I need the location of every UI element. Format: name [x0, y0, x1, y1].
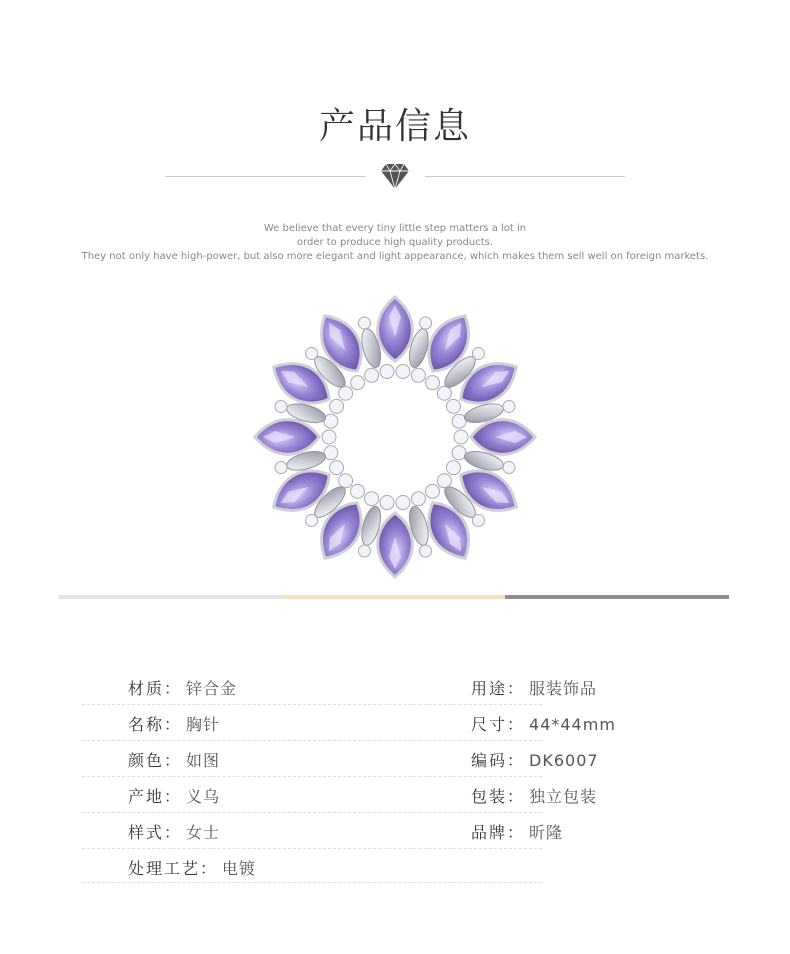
spec-usage-label: 用途： [471, 679, 526, 698]
spec-color-label: 颜色： [128, 751, 183, 770]
clear-stone [425, 376, 439, 390]
spec-code [471, 743, 599, 779]
divider-left [165, 176, 365, 177]
spec-divider [82, 882, 542, 883]
spec-size-value: 44*44mm [529, 715, 616, 734]
spec-usage [471, 671, 597, 707]
clear-stone [503, 400, 515, 412]
clear-stone [420, 545, 432, 557]
spec-divider [82, 848, 542, 849]
spec-origin [128, 779, 220, 815]
clear-stone [322, 430, 336, 444]
clear-stone [437, 386, 451, 400]
spec-code-label: 编码： [471, 751, 526, 770]
clear-stone [380, 364, 394, 378]
spec-material-value: 锌合金 [186, 679, 238, 698]
spec-process-label: 处理工艺： [128, 859, 219, 878]
clear-stone [452, 446, 466, 460]
clear-stone [330, 461, 344, 475]
spec-divider [82, 776, 542, 777]
spec-color [128, 743, 220, 779]
spec-package-value: 独立包装 [529, 787, 598, 806]
tagline-line-1: We believe that every tiny little step matters a lot in [263, 223, 527, 234]
spec-name [128, 707, 220, 743]
clear-stone [351, 376, 365, 390]
clear-stone [380, 496, 394, 510]
spec-size-label: 尺寸： [471, 715, 526, 734]
clear-stone [358, 545, 370, 557]
color-bar-right [505, 595, 729, 599]
spec-color-value: 如图 [186, 751, 221, 770]
clear-stone [330, 399, 344, 413]
spec-package-label: 包装： [471, 787, 526, 806]
spec-material [128, 671, 237, 707]
spec-brand [471, 815, 563, 851]
page-title: 产品信息 [318, 106, 471, 147]
spec-divider [82, 704, 542, 705]
clear-stone [472, 514, 484, 526]
spec-size [471, 707, 616, 743]
spec-style [128, 815, 220, 851]
clear-stone [324, 446, 338, 460]
spec-name-label: 名称： [128, 715, 183, 734]
clear-stone [420, 317, 432, 329]
clear-stone [358, 317, 370, 329]
spec-name-value: 胸针 [186, 715, 221, 734]
clear-stone [275, 462, 287, 474]
clear-stone [365, 492, 379, 506]
spec-material-label: 材质： [128, 679, 183, 698]
spec-usage-value: 服装饰品 [529, 679, 598, 698]
spec-package [471, 779, 597, 815]
diamond-icon [380, 162, 410, 190]
spec-style-label: 样式： [128, 823, 183, 842]
spec-divider [82, 740, 542, 741]
divider-right [425, 176, 625, 177]
spec-process-value: 电镀 [222, 859, 257, 878]
clear-stone [472, 348, 484, 360]
clear-stone [452, 414, 466, 428]
clear-stone [425, 484, 439, 498]
spec-origin-label: 产地： [128, 787, 183, 806]
spec-brand-value: 昕隆 [529, 823, 564, 842]
color-bar-left [59, 595, 282, 599]
clear-stone [351, 484, 365, 498]
spec-code-value: DK6007 [529, 751, 599, 770]
color-bar-middle [282, 595, 505, 599]
brooch-image [250, 292, 540, 582]
clear-stone [411, 492, 425, 506]
clear-stone [339, 474, 353, 488]
clear-stone [411, 368, 425, 382]
clear-stone [446, 399, 460, 413]
tagline-line-3: They not only have high-power, but also more elegant and light appearance, which makes them sell well on foreign markets. [81, 251, 709, 262]
clear-stone [306, 348, 318, 360]
spec-style-value: 女士 [186, 823, 221, 842]
clear-stone [396, 364, 410, 378]
tagline-line-2: order to produce high quality products. [296, 237, 494, 248]
spec-origin-value: 义乌 [186, 787, 221, 806]
clear-stone [275, 400, 287, 412]
clear-stone [324, 414, 338, 428]
clear-stone [396, 496, 410, 510]
spec-brand-label: 品牌： [471, 823, 526, 842]
clear-stone [437, 474, 451, 488]
clear-stone [365, 368, 379, 382]
clear-stone [306, 514, 318, 526]
clear-stone [454, 430, 468, 444]
clear-stone [503, 462, 515, 474]
spec-divider [82, 812, 542, 813]
clear-stone [339, 386, 353, 400]
clear-stone [446, 461, 460, 475]
